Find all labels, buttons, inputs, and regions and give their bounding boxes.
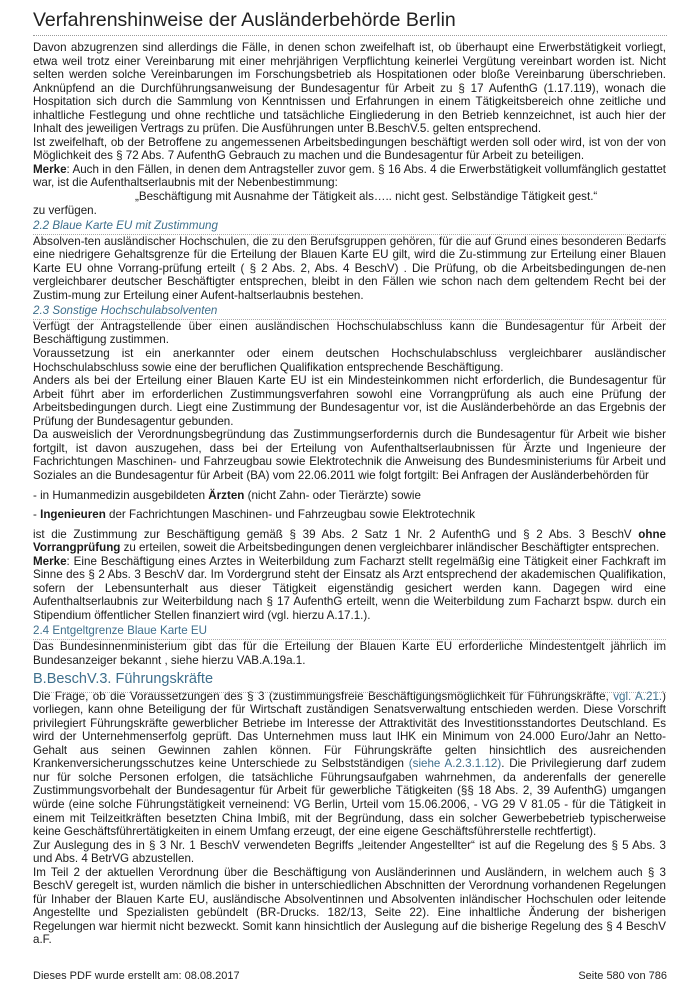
- intro-merke-paragraph: [33, 163, 666, 190]
- document-title: Verfahrenshinweise der Ausländerbehörde Berlin: [33, 9, 456, 31]
- s23-paragraph-3: Anders als bei der Erteilung einer Blauen Karte EU ist ein Mindesteinkommen nicht erforderlich, die Bundesagentur für Arbeit führt aber im erforderlichen Zustimmungsverfahren sowohl eine Vorrangprüfung als auch eine Prüfung der Arbeitsbedingungen durch. Liegt eine Zustimmung der Bundesagentur vor, ist die Ausländerbehörde an das Ergebnis der Prüfung der Bundesagentur gebunden.: [33, 374, 666, 428]
- s24-paragraph-1: Das Bundesinnenministerium gibt das für die Erteilung der Blauen Karte EU erforderliche Mindestentgelt jährlich im Bundesanzeiger bekannt , siehe hierzu VAB.A.19a.1.: [33, 639, 666, 667]
- footer-created-date: Dieses PDF wurde erstellt am: 08.08.2017: [33, 970, 240, 982]
- s3-paragraph-2: Zur Auslegung des in § 3 Nr. 1 BeschV verwendeten Begriffs „leitender Angestellter“ ist auf die Regelung des § 5 Abs. 3 und Abs. 4 BetrVG abzustellen.: [33, 838, 666, 866]
- section-heading-2-3: 2.3 Sonstige Hochschulabsolventen: [33, 304, 700, 318]
- section-heading-beschv-3: B.BeschV.3. Führungskräfte: [33, 673, 700, 687]
- list-item-aerzte: - in Humanmedizin ausgebildeten Ärzten (nicht Zahn- oder Tierärzte) sowie: [33, 488, 421, 502]
- s23-paragraph-2: Voraussetzung ist ein anerkannter oder einem deutschen Hochschulabschluss vergleichbarer ausländischer Hochschulabschluss sowie eine der beruflichen Qualifikation entsprechende Beschäftigung.: [33, 347, 666, 374]
- merke-label: Merke: [33, 162, 67, 176]
- s3-paragraph-3: Im Teil 2 der aktuellen Verordnung über die Beschäftigung von Ausländerinnen und Ausländern, in welchem auch § 3 BeschV geregelt ist, wurden nämlich die bisher in unterschiedlichen Abschnitten der Verordnung vorhandenen Regelungen für Inhaber der Blauen Karte EU, ausländische Absolventinnen und Absolventen inländischer Hochschulen oder leitende Angestellte und Spezialisten gebündelt (BR-Drucks. 182/13, Seite 22). Eine inhaltliche Änderung der bisherigen Regelungen war hiermit nicht bezweckt. Somit kann hinsichtlich der Auslegung auf die bisherige Regelung des § 4 BeschV a.F.: [33, 865, 666, 947]
- title-divider: [33, 35, 667, 36]
- section-heading-2-2: 2.2 Blaue Karte EU mit Zustimmung: [33, 219, 700, 233]
- s23-merke-paragraph: Merke: Eine Beschäftigung eines Arztes in Weiterbildung zum Facharzt stellt regelmäßig eine Tätigkeit einer Fachkraft im Sinne des § 2 Abs. 3 BeschV dar. Im Vordergrund steht der Einsatz als Arzt entsprechend der akademischen Qualifikation, sofern der Lebensunterhalt aus dieser Tätigkeit eigenständig gesichert werden kann. Dagegen wird eine Aufenthaltserlaubnis zur Weiterbildung nach § 17 AufenthG erteilt, wenn die Weiterbildung zum Facharzt bspw. durch ein Stipendium öffentlicher Stellen finanziert wird (vgl. hierzu A.17.1.).: [33, 554, 666, 622]
- merke-label: Merke: [33, 554, 67, 568]
- s23-paragraph-4: Da ausweislich der Verordnungsbegründung das Zustimmungserfordernis durch die Bundesagentur für Arbeit wie bisher fortgilt, ist davon auszugehen, dass bei der Erteilung von Aufenthaltserlaubnissen für Ärzte und Ingenieure der Fachrichtungen Maschinen- und Fahrzeugbau sowie Elektrotechnik die Anweisung des Bundesministeriums für Arbeit und Soziales an die Bundesagentur für Arbeit (BA) vom 22.06.2011 wie folgt fortgilt: Bei Anfragen der Ausländerbehörden für: [33, 428, 666, 482]
- merke-text: : Auch in den Fällen, in denen dem Antragsteller zuvor gem. § 16 Abs. 4 die Erwerbstätigkeit vollumfänglich gestattet war, ist die Aufenthaltserlaubnis mit der Nebenbestimmung:: [33, 162, 666, 190]
- intro-paragraph-2: Ist zweifelhaft, ob der Betroffene zu angemessenen Arbeitsbedingungen beschäftigt werden soll oder wird, ist von der von Möglichkeit des § 72 Abs. 7 AufenthG Gebrauch zu machen und die Bundesagentur für Arbeit zu beteiligen.: [33, 135, 666, 163]
- intro-paragraph-4: zu verfügen.: [33, 203, 97, 217]
- reference-link-a21[interactable]: vgl. A.21.: [613, 689, 663, 703]
- s23-paragraph-1: Verfügt der Antragstellende über einen ausländischen Hochschulabschluss kann die Bundesagentur für Arbeit der Beschäftigung zustimmen.: [33, 319, 666, 347]
- s22-paragraph-1: Absolven-ten ausländischer Hochschulen, die zu den Berufsgruppen gehören, für die auf Grund eines besonderen Bedarfs eine niedrigere Gehaltsgrenze für die Erteilung der Blauen Karte EU gilt, wird die Zu-stimmung zur Erteilung einer Blauen Karte EU ohne Vorrang-prüfung erteilt ( § 2 Abs. 2, Abs. 4 BeschV) . Die Prüfung, ob die Arbeitsbedingungen de-nen vergleichbarer deutscher Beschäftigter entsprechen, bleibt in den Fällen wie schon nach dem geltendem Recht bei der Zustim-mung zur Erteilung einer Aufent-haltserlaubnis bestehen.: [33, 234, 666, 302]
- document-body: [33, 41, 700, 947]
- intro-paragraph-1: Davon abzugrenzen sind allerdings die Fälle, in denen schon zweifelhaft ist, ob überhaupt eine Erwerbstätigkeit vorliegt, etwa weil trotz einer Vereinbarung mit einer mehrjährigen Verpflichtung keinerlei Vergütung vereinbart worden ist. Nicht selten werden solche Vereinbarungen im Forschungsbetrieb als Hospitationen oder bloße Vereinbarung überschrieben. Anknüpfend an die Durchführungsanweisung der Bundesagentur für Arbeit zu § 17 AufenthG (1.17.119), wonach die Hospitation sich durch die Sammlung von Kenntnissen und Erfahrungen in einem Tätigkeitsbereich ohne zeitliche und inhaltliche Festlegung und ohne rechtliche und tatsächliche Eingliederung in den Betrieb kennzeichnet, ist auch hier der Inhalt des jeweiligen Vertrags zu prüfen. Die Ausführungen unter B.BeschV.5. gelten entsprechend.: [33, 41, 666, 136]
- s23-paragraph-5: ist die Zustimmung zur Beschäftigung gemäß § 39 Abs. 2 Satz 1 Nr. 2 AufenthG und § 2 Abs. 3 BeschV ohne Vorrangprüfung zu erteilen, soweit die Arbeitsbedingungen denen vergleichbarer inländischer Beschäftigter entsprechen.: [33, 527, 666, 555]
- list-item-ingenieure: - Ingenieuren der Fachrichtungen Maschinen- und Fahrzeugbau sowie Elektrotechnik: [33, 508, 476, 522]
- reference-link-a2312[interactable]: (siehe A.2.3.1.12): [408, 757, 502, 771]
- s3-paragraph-1: Die Frage, ob die Voraussetzungen des § 3 (zustimmungsfreie Beschäftigungsmöglichkeit für Führungskräfte, vgl. A.21.) vorliegen, kann ohne Beteiligung der für Wirtschaft zuständigen Senatsverwaltung entschieden werden. Diese Vorschrift privilegiert Führungskräfte gewerblicher Betriebe im Interesse der Attraktivität des Investitionsstandortes Deutschland. Es wird der Unternehmenserfolg geprüft. Das Unternehmen muss laut IHK ein Minimum von 24.000 Euro/Jahr an Netto- Gehalt aus seinen Gewinnen zahlen können. Für Führungskräfte gelten hinsichtlich des ausreichenden Krankenversicherungsschutzes keine Unterschiede zu Selbstständigen (siehe A.2.3.1.12). Die Privilegierung darf zudem nur für solche Personen erfolgen, die tatsächliche Führungsaufgaben wahrnehmen, da anderenfalls der generelle Zustimmungsvorbehalt der Bundesagentur für Arbeit für gewerbliche Tätigkeiten (§§ 18 Abs. 2, 39 AufenthG) umgangen würde (eine solche Führungstätigkeit verneinend: VG Berlin, Urteil vom 15.06.2006, - VG 29 V 81.05 - für die Tätigkeit in einem mit Teilzeitkräften besetzten China Imbiß, mit der Begründung, dass ein solcher Gewerbebetrieb typischerweise keine Geschäftsführertätigkeiten in einem Umfang erzeugt, der eine eigene Geschäftsführerstelle rechtfertigt).: [33, 689, 667, 839]
- section-heading-2-4: 2.4 Entgeltgrenze Blaue Karte EU: [33, 624, 700, 638]
- footer-page-number: Seite 580 von 786: [578, 970, 667, 982]
- quote-line: „Beschäftigung mit Ausnahme der Tätigkeit als….. nicht gest. Selbständige Tätigkeit gest.“: [135, 190, 598, 204]
